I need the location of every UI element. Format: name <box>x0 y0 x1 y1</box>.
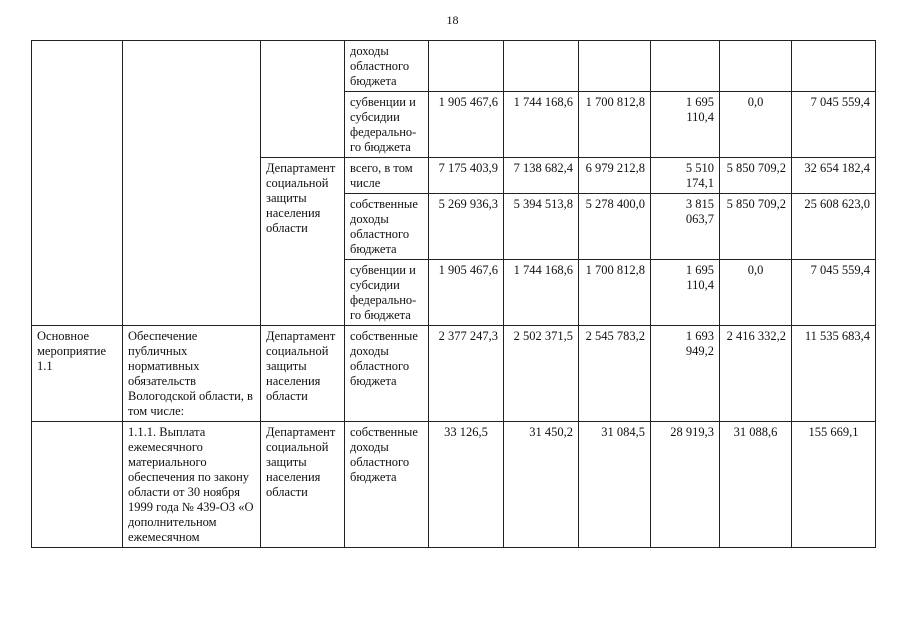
source-cell: всего, в том числе <box>345 158 429 194</box>
value-2024: 1 695 110,4 <box>651 92 720 158</box>
value-2024 <box>651 41 720 92</box>
value-2023 <box>579 41 651 92</box>
value-2023: 2 545 783,2 <box>579 326 651 422</box>
value-2023: 5 278 400,0 <box>579 194 651 260</box>
value-total: 7 045 559,4 <box>792 92 876 158</box>
name-cell: 1.1.1. Выплата ежемесячного материального обеспечения по закону области от 30 ноября 1999 года № 439-ОЗ «О дополнительном ежемесячном <box>123 422 261 548</box>
name-cell: Обеспечение публичных нормативных обязательств Вологодской области, в том числе: <box>123 326 261 422</box>
value-2021: 33 126,5 <box>429 422 504 548</box>
value-2022: 1 744 168,6 <box>504 260 579 326</box>
value-2024: 1 693 949,2 <box>651 326 720 422</box>
value-2022: 2 502 371,5 <box>504 326 579 422</box>
value-2025: 2 416 332,2 <box>720 326 792 422</box>
status-cell: Основное мероприятие 1.1 <box>32 326 123 422</box>
value-2022 <box>504 41 579 92</box>
value-2023: 1 700 812,8 <box>579 260 651 326</box>
value-2021 <box>429 41 504 92</box>
executor-cell: Департамент социальной защиты населения области <box>261 158 345 326</box>
value-2021: 5 269 936,3 <box>429 194 504 260</box>
value-2023: 31 084,5 <box>579 422 651 548</box>
value-2021: 7 175 403,9 <box>429 158 504 194</box>
status-cell <box>32 41 123 326</box>
executor-cell: Департамент социальной защиты населения области <box>261 326 345 422</box>
status-cell <box>32 422 123 548</box>
value-2024: 1 695 110,4 <box>651 260 720 326</box>
value-2021: 1 905 467,6 <box>429 92 504 158</box>
source-cell: собственные доходы областного бюджета <box>345 422 429 548</box>
value-2025: 0,0 <box>720 92 792 158</box>
value-2023: 6 979 212,8 <box>579 158 651 194</box>
source-cell: субвенции и субсидии федерально-го бюджета <box>345 260 429 326</box>
executor-cell <box>261 41 345 158</box>
name-cell <box>123 41 261 326</box>
value-2025 <box>720 41 792 92</box>
value-2023: 1 700 812,8 <box>579 92 651 158</box>
value-total: 11 535 683,4 <box>792 326 876 422</box>
value-2025: 5 850 709,2 <box>720 194 792 260</box>
value-2024: 28 919,3 <box>651 422 720 548</box>
table-row <box>32 326 876 422</box>
value-2021: 1 905 467,6 <box>429 260 504 326</box>
value-total: 155 669,1 <box>792 422 876 548</box>
value-2025: 31 088,6 <box>720 422 792 548</box>
value-2024: 3 815 063,7 <box>651 194 720 260</box>
value-2022: 5 394 513,8 <box>504 194 579 260</box>
page-number: 18 <box>446 13 459 27</box>
table-row <box>32 41 876 92</box>
value-2022: 31 450,2 <box>504 422 579 548</box>
value-2021: 2 377 247,3 <box>429 326 504 422</box>
value-total: 25 608 623,0 <box>792 194 876 260</box>
value-2025: 0,0 <box>720 260 792 326</box>
value-2024: 5 510 174,1 <box>651 158 720 194</box>
executor-cell: Департамент социальной защиты населения области <box>261 422 345 548</box>
source-cell: субвенции и субсидии федерально-го бюджета <box>345 92 429 158</box>
value-total <box>792 41 876 92</box>
source-cell: собственные доходы областного бюджета <box>345 194 429 260</box>
budget-table <box>31 40 876 548</box>
source-cell: собственные доходы областного бюджета <box>345 326 429 422</box>
value-2022: 7 138 682,4 <box>504 158 579 194</box>
source-cell: доходы областного бюджета <box>345 41 429 92</box>
value-2022: 1 744 168,6 <box>504 92 579 158</box>
value-total: 32 654 182,4 <box>792 158 876 194</box>
value-total: 7 045 559,4 <box>792 260 876 326</box>
table-row <box>32 422 876 548</box>
value-2025: 5 850 709,2 <box>720 158 792 194</box>
